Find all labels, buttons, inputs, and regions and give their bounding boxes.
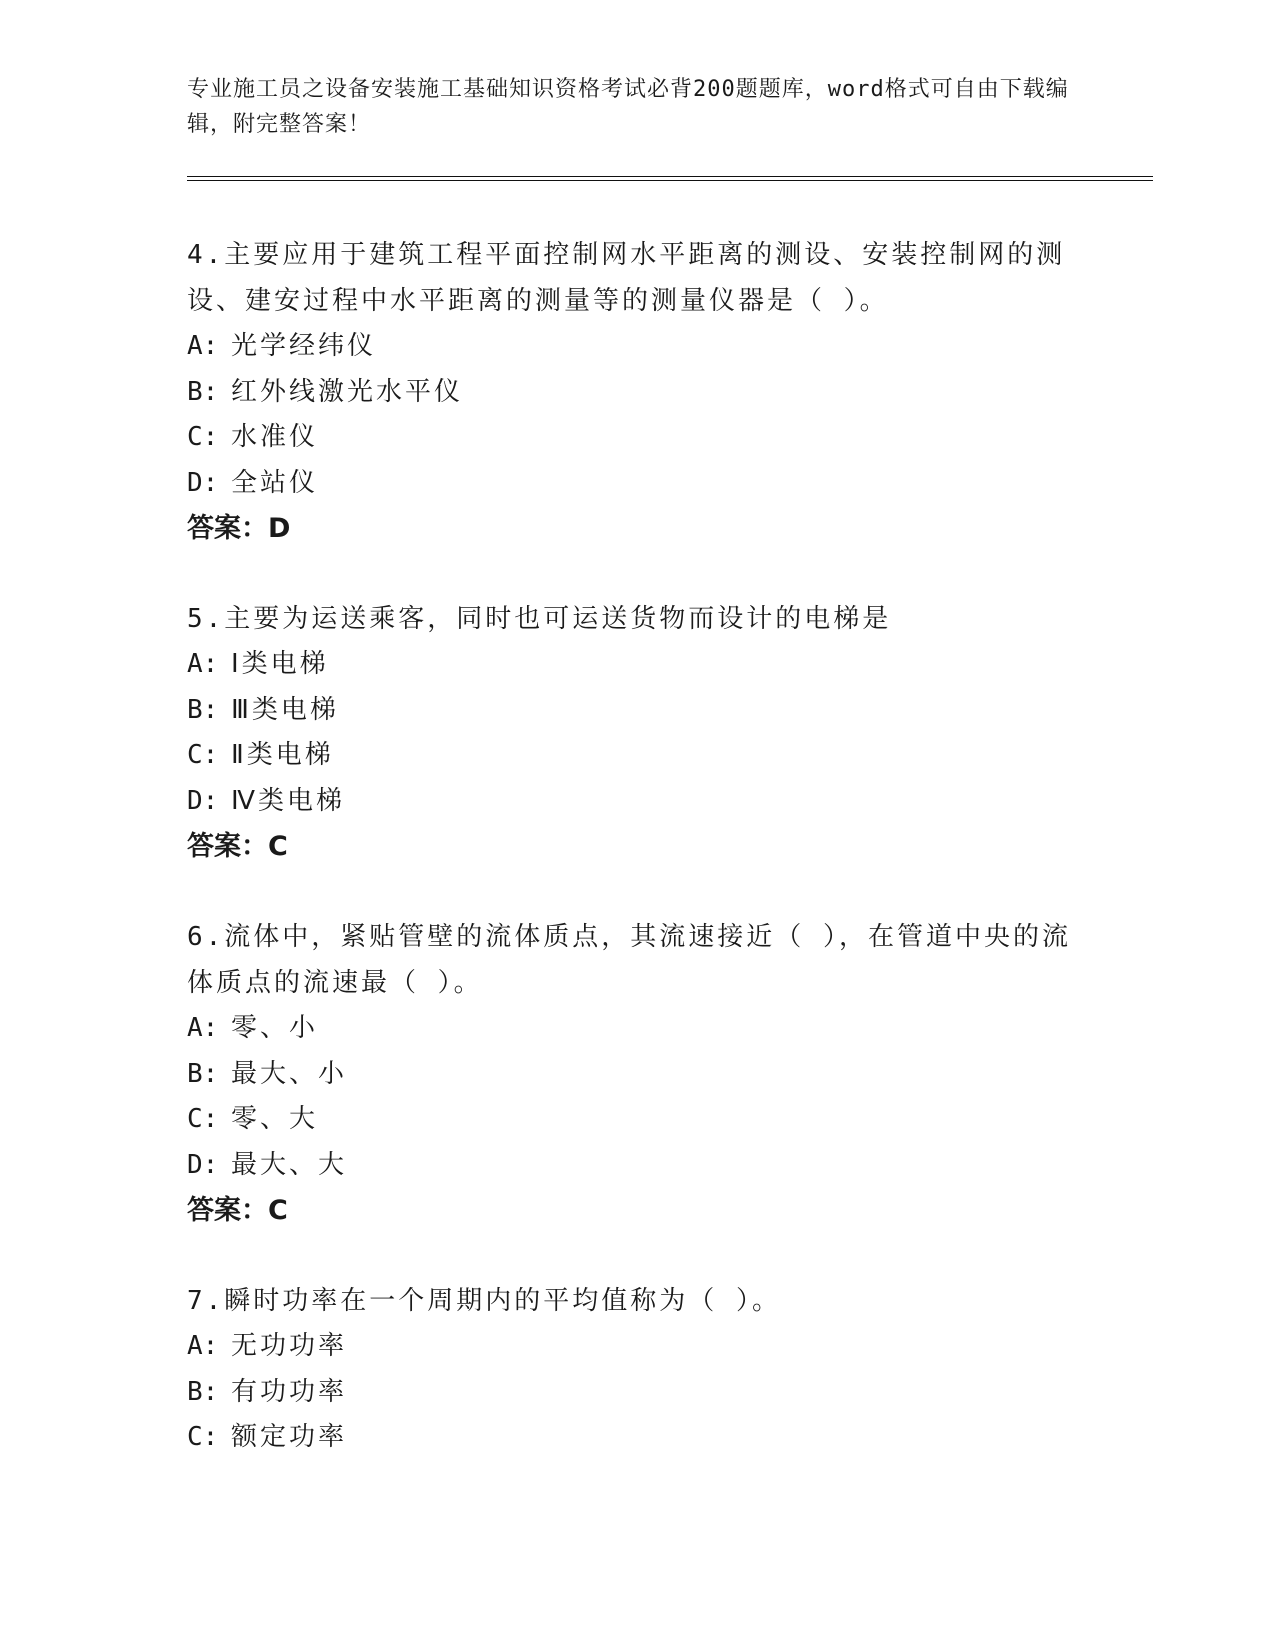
option-letter: B: xyxy=(187,1376,219,1407)
option-letter: D: xyxy=(187,1149,219,1180)
option-c xyxy=(187,733,1077,779)
question-4 xyxy=(187,232,1077,552)
option-text: 零、大 xyxy=(231,1104,319,1134)
answer-line: 答案：D xyxy=(187,513,291,544)
option-text: Ⅲ类电梯 xyxy=(231,694,339,725)
option-b xyxy=(187,688,1077,734)
option-text: 光学经纬仪 xyxy=(231,331,377,361)
option-d xyxy=(187,1143,1077,1189)
option-text: 最大、小 xyxy=(231,1058,348,1089)
option-letter: C: xyxy=(187,740,219,770)
option-letter: C: xyxy=(187,1104,219,1134)
option-text: 有功功率 xyxy=(231,1376,348,1407)
option-text: Ⅳ类电梯 xyxy=(231,785,345,816)
question-6 xyxy=(187,914,1077,1234)
option-c xyxy=(187,1097,1077,1143)
option-d xyxy=(187,461,1077,507)
question-5 xyxy=(187,596,1077,870)
document-header xyxy=(187,72,1077,142)
option-letter: A: xyxy=(187,331,219,361)
option-b xyxy=(187,1052,1077,1098)
option-b xyxy=(187,1370,1077,1416)
option-a xyxy=(187,324,1077,370)
question-7 xyxy=(187,1278,1077,1461)
option-a xyxy=(187,1324,1077,1370)
question-stem: 6.流体中，紧贴管壁的流体质点，其流速接近（ ），在管道中央的流体质点的流速最（ ）。 xyxy=(187,922,1071,998)
option-letter: D: xyxy=(187,785,219,816)
option-d xyxy=(187,779,1077,825)
option-letter: C: xyxy=(187,422,219,452)
answer-line: 答案：C xyxy=(187,831,288,862)
option-text: 红外线激光水平仪 xyxy=(231,376,464,407)
question-list xyxy=(187,232,1077,1505)
option-b xyxy=(187,370,1077,416)
question-stem: 5.主要为运送乘客，同时也可运送货物而设计的电梯是 xyxy=(187,604,892,634)
option-text: 全站仪 xyxy=(231,467,319,498)
option-text: 水准仪 xyxy=(231,422,319,452)
option-a xyxy=(187,642,1077,688)
header-divider xyxy=(187,176,1153,181)
option-text: Ⅰ类电梯 xyxy=(231,649,329,679)
option-letter: B: xyxy=(187,694,219,725)
option-letter: D: xyxy=(187,467,219,498)
option-letter: A: xyxy=(187,649,219,679)
option-letter: A: xyxy=(187,1013,219,1043)
option-letter: A: xyxy=(187,1331,219,1361)
option-a xyxy=(187,1006,1077,1052)
question-stem: 7.瞬时功率在一个周期内的平均值称为（ ）。 xyxy=(187,1286,781,1316)
option-text: 零、小 xyxy=(231,1013,319,1043)
option-c xyxy=(187,415,1077,461)
option-text: 额定功率 xyxy=(231,1422,348,1452)
answer-line: 答案：C xyxy=(187,1195,288,1226)
option-letter: B: xyxy=(187,376,219,407)
header-title: 专业施工员之设备安装施工基础知识资格考试必背200题题库，word格式可自由下载编辑，附完整答案！ xyxy=(187,77,1069,137)
question-stem: 4.主要应用于建筑工程平面控制网水平距离的测设、安装控制网的测设、建安过程中水平距离的测量等的测量仪器是（ ）。 xyxy=(187,240,1066,316)
option-c xyxy=(187,1415,1077,1461)
option-letter: C: xyxy=(187,1422,219,1452)
option-text: 无功功率 xyxy=(231,1331,348,1361)
option-text: 最大、大 xyxy=(231,1149,348,1180)
option-letter: B: xyxy=(187,1058,219,1089)
option-text: Ⅱ类电梯 xyxy=(231,740,334,770)
